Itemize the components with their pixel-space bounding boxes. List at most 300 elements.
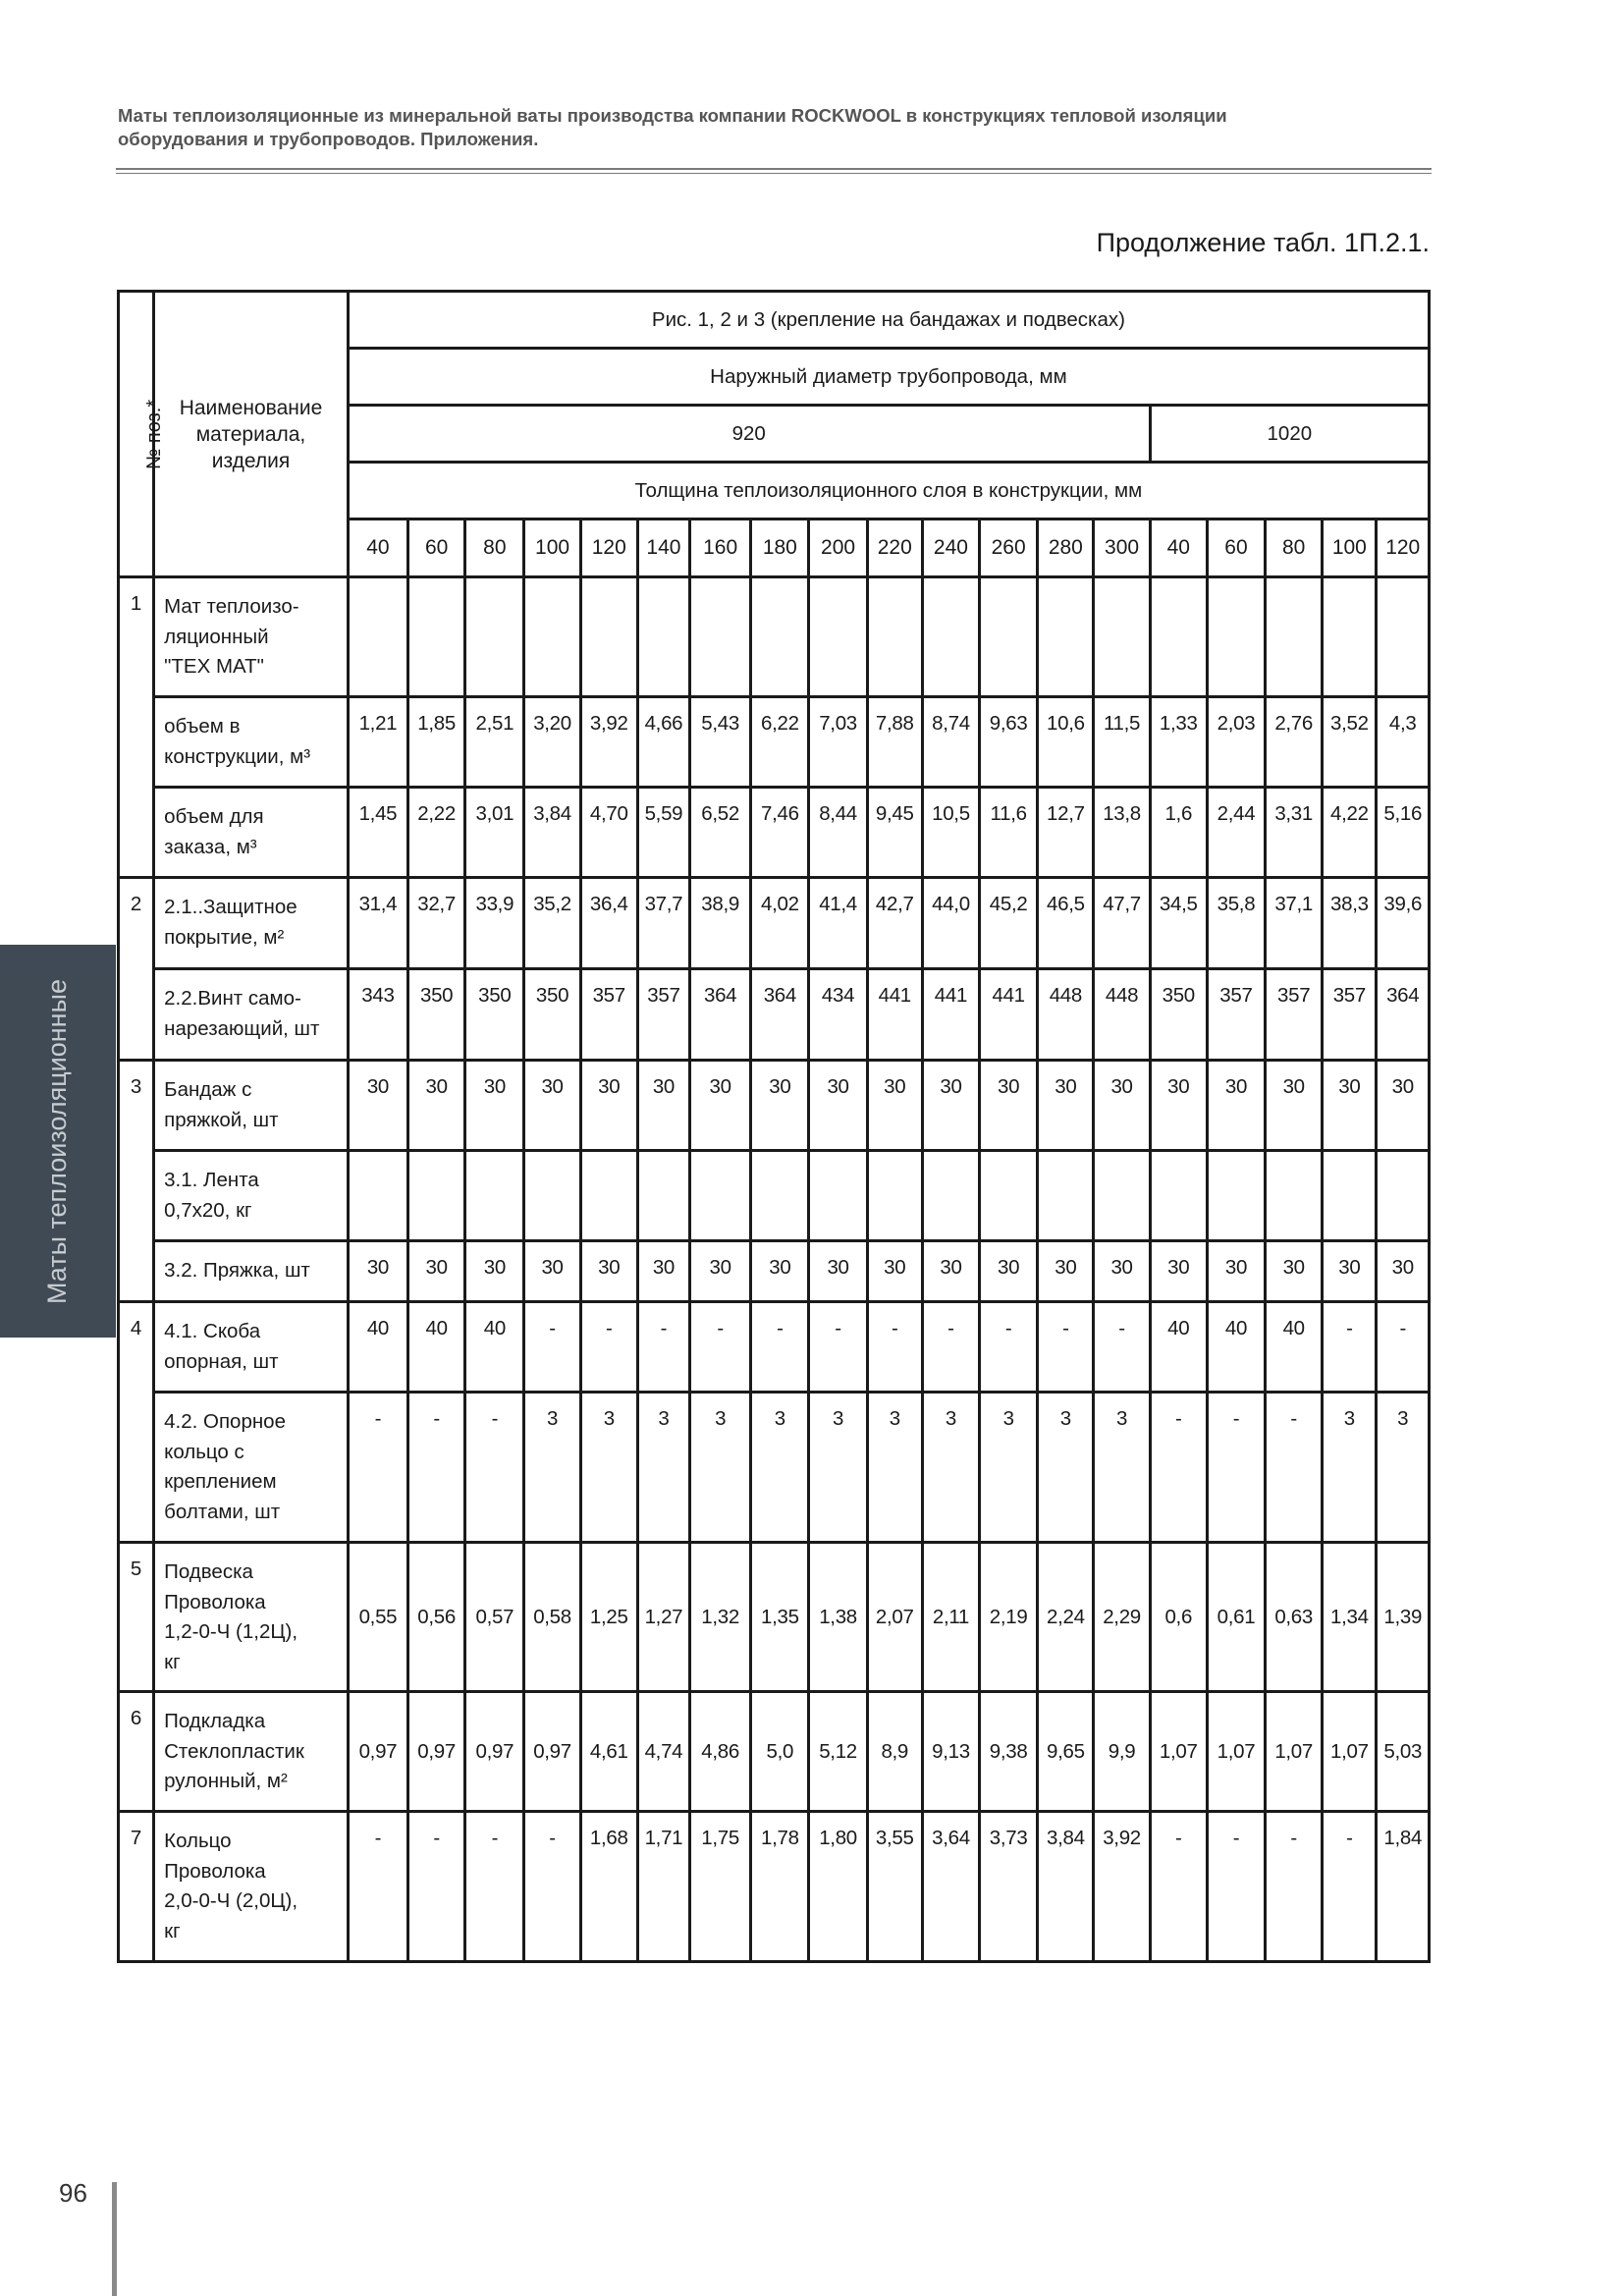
value-cell: 1,80: [809, 1812, 867, 1962]
value-cell: 37,7: [637, 878, 689, 969]
thickness-column-header: 80: [1266, 519, 1323, 577]
value-cell: 3,73: [980, 1812, 1038, 1962]
value-cell: 4,86: [690, 1692, 751, 1812]
value-cell: 3: [1377, 1393, 1430, 1543]
value-cell: 44,0: [922, 878, 979, 969]
value-cell: 3: [1038, 1393, 1094, 1543]
value-cell: [524, 1151, 580, 1241]
value-cell: 364: [690, 969, 751, 1061]
value-cell: 36,4: [580, 878, 637, 969]
value-cell: 1,45: [348, 788, 407, 878]
value-cell: -: [465, 1812, 524, 1962]
value-cell: [690, 1151, 751, 1241]
value-cell: 2,76: [1266, 697, 1323, 788]
value-cell: 4,02: [751, 878, 809, 969]
value-cell: 30: [580, 1061, 637, 1151]
value-cell: 40: [408, 1302, 465, 1393]
value-cell: 441: [980, 969, 1038, 1061]
value-cell: 357: [637, 969, 689, 1061]
value-cell: -: [1377, 1302, 1430, 1393]
table-row: [119, 1151, 1430, 1241]
value-cell: 7,88: [867, 697, 922, 788]
value-cell: 3: [1094, 1393, 1150, 1543]
value-cell: 3,20: [524, 697, 580, 788]
value-cell: -: [1266, 1812, 1323, 1962]
value-cell: 40: [1266, 1302, 1323, 1393]
value-cell: [637, 1151, 689, 1241]
value-cell: 1,07: [1207, 1692, 1265, 1812]
value-cell: 39,6: [1377, 878, 1430, 969]
table-row: [119, 1543, 1430, 1692]
value-cell: [922, 1151, 979, 1241]
value-cell: 3,01: [465, 788, 524, 878]
position-number: 3: [119, 1061, 154, 1302]
value-cell: 364: [1377, 969, 1430, 1061]
value-cell: 37,1: [1266, 878, 1323, 969]
table-row: [119, 577, 1430, 697]
value-cell: 30: [867, 1061, 922, 1151]
specification-table: [117, 290, 1431, 1963]
value-cell: 1,71: [637, 1812, 689, 1962]
thickness-column-header: 100: [1323, 519, 1377, 577]
value-cell: 30: [1266, 1241, 1323, 1302]
value-cell: 30: [348, 1061, 407, 1151]
table-row: [119, 1241, 1430, 1302]
value-cell: -: [751, 1302, 809, 1393]
value-cell: 9,65: [1038, 1692, 1094, 1812]
thickness-column-header: 260: [980, 519, 1038, 577]
value-cell: 1,78: [751, 1812, 809, 1962]
value-cell: [465, 577, 524, 697]
value-cell: 4,61: [580, 1692, 637, 1812]
value-cell: 38,9: [690, 878, 751, 969]
value-cell: [408, 1151, 465, 1241]
value-cell: 0,56: [408, 1543, 465, 1692]
value-cell: 30: [690, 1061, 751, 1151]
value-cell: 441: [922, 969, 979, 1061]
position-number: 2: [119, 878, 154, 1061]
value-cell: 3,84: [1038, 1812, 1094, 1962]
value-cell: [1266, 577, 1323, 697]
value-cell: -: [1323, 1302, 1377, 1393]
value-cell: 1,75: [690, 1812, 751, 1962]
value-cell: 3: [580, 1393, 637, 1543]
value-cell: 3,31: [1266, 788, 1323, 878]
value-cell: 3,52: [1323, 697, 1377, 788]
value-cell: 3: [980, 1393, 1038, 1543]
value-cell: 35,2: [524, 878, 580, 969]
value-cell: [1038, 1151, 1094, 1241]
side-section-tab: [0, 945, 116, 1338]
value-cell: 9,13: [922, 1692, 979, 1812]
value-cell: 30: [465, 1061, 524, 1151]
value-cell: 4,3: [1377, 697, 1430, 788]
value-cell: 11,5: [1094, 697, 1150, 788]
value-cell: 34,5: [1150, 878, 1207, 969]
position-number: 7: [119, 1812, 154, 1962]
value-cell: -: [1150, 1812, 1207, 1962]
value-cell: 350: [1150, 969, 1207, 1061]
value-cell: 3: [1323, 1393, 1377, 1543]
value-cell: 9,45: [867, 788, 922, 878]
value-cell: 357: [580, 969, 637, 1061]
value-cell: 9,63: [980, 697, 1038, 788]
value-cell: 2,51: [465, 697, 524, 788]
value-cell: [1150, 1151, 1207, 1241]
value-cell: [1094, 577, 1150, 697]
material-name: Подкладка Стеклопластик рулонный, м²: [154, 1692, 349, 1812]
value-cell: [809, 577, 867, 697]
value-cell: [1038, 577, 1094, 697]
value-cell: 3,64: [922, 1812, 979, 1962]
value-cell: [751, 1151, 809, 1241]
value-cell: 2,07: [867, 1543, 922, 1692]
value-cell: 30: [690, 1241, 751, 1302]
value-cell: 5,03: [1377, 1692, 1430, 1812]
value-cell: 30: [1377, 1061, 1430, 1151]
value-cell: 1,38: [809, 1543, 867, 1692]
value-cell: -: [637, 1302, 689, 1393]
value-cell: -: [1094, 1302, 1150, 1393]
value-cell: 30: [348, 1241, 407, 1302]
value-cell: 30: [1323, 1061, 1377, 1151]
value-cell: 30: [637, 1241, 689, 1302]
value-cell: 11,6: [980, 788, 1038, 878]
thickness-column-header: 180: [751, 519, 809, 577]
thickness-column-header: 200: [809, 519, 867, 577]
value-cell: [980, 577, 1038, 697]
value-cell: 0,57: [465, 1543, 524, 1692]
figure-header: Рис. 1, 2 и 3 (крепление на бандажах и подвесках): [348, 292, 1429, 349]
value-cell: 5,59: [637, 788, 689, 878]
value-cell: 5,0: [751, 1692, 809, 1812]
value-cell: 1,25: [580, 1543, 637, 1692]
value-cell: 3: [637, 1393, 689, 1543]
value-cell: -: [809, 1302, 867, 1393]
position-number: 5: [119, 1543, 154, 1692]
value-cell: 343: [348, 969, 407, 1061]
value-cell: 41,4: [809, 878, 867, 969]
value-cell: 30: [637, 1061, 689, 1151]
side-section-tab-label: Маты теплоизоляционные: [42, 978, 73, 1304]
table-row: [119, 788, 1430, 878]
value-cell: 33,9: [465, 878, 524, 969]
value-cell: 40: [348, 1302, 407, 1393]
value-cell: 30: [1094, 1241, 1150, 1302]
material-name: 4.1. Скоба опорная, шт: [154, 1302, 349, 1393]
value-cell: 357: [1323, 969, 1377, 1061]
value-cell: [980, 1151, 1038, 1241]
value-cell: 5,43: [690, 697, 751, 788]
value-cell: [1207, 577, 1265, 697]
value-cell: 0,97: [408, 1692, 465, 1812]
value-cell: -: [348, 1393, 407, 1543]
value-cell: 3: [690, 1393, 751, 1543]
value-cell: [1150, 577, 1207, 697]
value-cell: 30: [408, 1241, 465, 1302]
value-cell: 2,44: [1207, 788, 1265, 878]
value-cell: 448: [1038, 969, 1094, 1061]
value-cell: -: [408, 1393, 465, 1543]
diameter-1020-header: 1020: [1150, 406, 1429, 463]
table-caption: Продолжение табл. 1П.2.1.: [1096, 228, 1430, 257]
table-row: [119, 1812, 1430, 1962]
value-cell: 30: [1207, 1241, 1265, 1302]
thickness-column-header: 300: [1094, 519, 1150, 577]
value-cell: 1,39: [1377, 1543, 1430, 1692]
thickness-column-header: 280: [1038, 519, 1094, 577]
value-cell: 5,16: [1377, 788, 1430, 878]
value-cell: 30: [1266, 1061, 1323, 1151]
value-cell: [1207, 1151, 1265, 1241]
value-cell: 1,84: [1377, 1812, 1430, 1962]
value-cell: 0,6: [1150, 1543, 1207, 1692]
value-cell: 4,74: [637, 1692, 689, 1812]
value-cell: 30: [1377, 1241, 1430, 1302]
value-cell: 357: [1207, 969, 1265, 1061]
value-cell: 3,55: [867, 1812, 922, 1962]
value-cell: 30: [1150, 1061, 1207, 1151]
value-cell: 31,4: [348, 878, 407, 969]
value-cell: [637, 577, 689, 697]
value-cell: 30: [751, 1061, 809, 1151]
material-name: 4.2. Опорное кольцо с креплением болтами, шт: [154, 1393, 349, 1543]
value-cell: 30: [1207, 1061, 1265, 1151]
value-cell: 46,5: [1038, 878, 1094, 969]
page-number: 96: [59, 2178, 87, 2208]
material-name: 2.2.Винт само- нарезающий, шт: [154, 969, 349, 1061]
material-name: Мат теплоизо- ляционный "ТЕХ МАТ": [154, 577, 349, 697]
value-cell: -: [1150, 1393, 1207, 1543]
value-cell: -: [1207, 1393, 1265, 1543]
value-cell: 12,7: [1038, 788, 1094, 878]
value-cell: 0,58: [524, 1543, 580, 1692]
table-row: [119, 969, 1430, 1061]
value-cell: 3: [867, 1393, 922, 1543]
value-cell: 30: [1038, 1061, 1094, 1151]
table-row: [119, 697, 1430, 788]
value-cell: 40: [1207, 1302, 1265, 1393]
value-cell: 1,6: [1150, 788, 1207, 878]
value-cell: [348, 1151, 407, 1241]
value-cell: 0,55: [348, 1543, 407, 1692]
value-cell: 1,07: [1150, 1692, 1207, 1812]
value-cell: 38,3: [1323, 878, 1377, 969]
value-cell: 2,24: [1038, 1543, 1094, 1692]
thickness-column-header: 120: [1377, 519, 1430, 577]
value-cell: 30: [1094, 1061, 1150, 1151]
position-header-label: № поз.*: [143, 399, 166, 470]
thickness-column-header: 100: [524, 519, 580, 577]
value-cell: 40: [465, 1302, 524, 1393]
value-cell: 434: [809, 969, 867, 1061]
value-cell: 45,2: [980, 878, 1038, 969]
table-row: [119, 1061, 1430, 1151]
value-cell: [867, 577, 922, 697]
value-cell: 4,22: [1323, 788, 1377, 878]
value-cell: 0,97: [348, 1692, 407, 1812]
column-header-position: [119, 292, 166, 577]
value-cell: 3: [922, 1393, 979, 1543]
value-cell: 30: [1150, 1241, 1207, 1302]
value-cell: 30: [524, 1241, 580, 1302]
diameter-920-header: 920: [348, 406, 1150, 463]
thickness-column-header: 220: [867, 519, 922, 577]
material-name: объем для заказа, м³: [154, 788, 349, 878]
value-cell: 5,12: [809, 1692, 867, 1812]
value-cell: 3,92: [580, 697, 637, 788]
value-cell: [809, 1151, 867, 1241]
thickness-column-header: 240: [922, 519, 979, 577]
value-cell: 4,66: [637, 697, 689, 788]
value-cell: 6,52: [690, 788, 751, 878]
value-cell: 30: [465, 1241, 524, 1302]
running-header-line-1: Маты теплоизоляционные из минеральной ваты производства компании ROCKWOOL в конструкциях тепловой изоляции: [118, 105, 1227, 126]
value-cell: -: [1207, 1812, 1265, 1962]
thickness-column-header: 120: [580, 519, 637, 577]
material-name: 2.1..Защитное покрытие, м²: [154, 878, 349, 969]
value-cell: 10,5: [922, 788, 979, 878]
value-cell: 47,7: [1094, 878, 1150, 969]
value-cell: 350: [524, 969, 580, 1061]
value-cell: 364: [751, 969, 809, 1061]
value-cell: 30: [867, 1241, 922, 1302]
value-cell: 30: [809, 1241, 867, 1302]
value-cell: 0,61: [1207, 1543, 1265, 1692]
value-cell: 0,97: [524, 1692, 580, 1812]
value-cell: 1,07: [1323, 1692, 1377, 1812]
value-cell: 30: [524, 1061, 580, 1151]
value-cell: -: [1266, 1393, 1323, 1543]
value-cell: 3,92: [1094, 1812, 1150, 1962]
value-cell: 3: [809, 1393, 867, 1543]
value-cell: 1,32: [690, 1543, 751, 1692]
value-cell: 9,38: [980, 1692, 1038, 1812]
value-cell: [1094, 1151, 1150, 1241]
value-cell: -: [408, 1812, 465, 1962]
value-cell: 30: [980, 1241, 1038, 1302]
table-row: [119, 1302, 1430, 1393]
value-cell: [465, 1151, 524, 1241]
value-cell: [1266, 1151, 1323, 1241]
value-cell: 441: [867, 969, 922, 1061]
value-cell: 1,34: [1323, 1543, 1377, 1692]
value-cell: [1323, 1151, 1377, 1241]
table-row: [119, 878, 1430, 969]
value-cell: 30: [922, 1061, 979, 1151]
value-cell: 8,44: [809, 788, 867, 878]
value-cell: 6,22: [751, 697, 809, 788]
value-cell: [1323, 577, 1377, 697]
material-name: Кольцо Проволока 2,0-0-Ч (2,0Ц), кг: [154, 1812, 349, 1962]
value-cell: 0,63: [1266, 1543, 1323, 1692]
position-number: 1: [119, 577, 154, 878]
value-cell: -: [867, 1302, 922, 1393]
thickness-column-header: 140: [637, 519, 689, 577]
value-cell: 30: [580, 1241, 637, 1302]
value-cell: [524, 577, 580, 697]
value-cell: -: [980, 1302, 1038, 1393]
value-cell: 1,35: [751, 1543, 809, 1692]
value-cell: -: [690, 1302, 751, 1393]
value-cell: 3: [751, 1393, 809, 1543]
value-cell: 2,03: [1207, 697, 1265, 788]
material-name: объем в конструкции, м³: [154, 697, 349, 788]
value-cell: 1,85: [408, 697, 465, 788]
value-cell: 2,29: [1094, 1543, 1150, 1692]
thickness-column-header: 60: [408, 519, 465, 577]
value-cell: [580, 577, 637, 697]
page-number-bar: [112, 2182, 117, 2296]
header-rule-thin: [116, 173, 1432, 174]
thickness-column-header: 40: [348, 519, 407, 577]
running-header-line-2: оборудования и трубопроводов. Приложения.: [118, 129, 539, 149]
material-name: Подвеска Проволока 1,2-0-Ч (1,2Ц), кг: [154, 1543, 349, 1692]
value-cell: [580, 1151, 637, 1241]
value-cell: 42,7: [867, 878, 922, 969]
value-cell: 30: [980, 1061, 1038, 1151]
value-cell: 7,03: [809, 697, 867, 788]
value-cell: 35,8: [1207, 878, 1265, 969]
value-cell: 32,7: [408, 878, 465, 969]
value-cell: 357: [1266, 969, 1323, 1061]
value-cell: 3,84: [524, 788, 580, 878]
material-name: Бандаж с пряжкой, шт: [154, 1061, 349, 1151]
value-cell: 0,97: [465, 1692, 524, 1812]
thickness-column-header: 160: [690, 519, 751, 577]
value-cell: 8,9: [867, 1692, 922, 1812]
position-number: 4: [119, 1302, 154, 1543]
value-cell: -: [922, 1302, 979, 1393]
value-cell: -: [524, 1302, 580, 1393]
value-cell: 30: [922, 1241, 979, 1302]
value-cell: [690, 577, 751, 697]
thickness-header: Толщина теплоизоляционного слоя в конструкции, мм: [348, 463, 1429, 519]
value-cell: 350: [408, 969, 465, 1061]
value-cell: 1,68: [580, 1812, 637, 1962]
value-cell: 40: [1150, 1302, 1207, 1393]
column-header-name: Наименование материала, изделия: [154, 292, 349, 577]
value-cell: 8,74: [922, 697, 979, 788]
value-cell: 30: [751, 1241, 809, 1302]
value-cell: [1377, 1151, 1430, 1241]
value-cell: 9,9: [1094, 1692, 1150, 1812]
running-header: [118, 104, 1434, 151]
value-cell: 2,22: [408, 788, 465, 878]
material-name: 3.1. Лента 0,7х20, кг: [154, 1151, 349, 1241]
value-cell: -: [465, 1393, 524, 1543]
thickness-column-header: 40: [1150, 519, 1207, 577]
value-cell: 3: [524, 1393, 580, 1543]
value-cell: 4,70: [580, 788, 637, 878]
thickness-column-header: 60: [1207, 519, 1265, 577]
value-cell: 2,11: [922, 1543, 979, 1692]
value-cell: [751, 577, 809, 697]
value-cell: 30: [408, 1061, 465, 1151]
value-cell: -: [580, 1302, 637, 1393]
position-number: 6: [119, 1692, 154, 1812]
value-cell: -: [1323, 1812, 1377, 1962]
value-cell: -: [348, 1812, 407, 1962]
value-cell: [867, 1151, 922, 1241]
value-cell: 30: [1323, 1241, 1377, 1302]
value-cell: 1,27: [637, 1543, 689, 1692]
value-cell: [348, 577, 407, 697]
value-cell: 448: [1094, 969, 1150, 1061]
table-row: [119, 1692, 1430, 1812]
value-cell: 10,6: [1038, 697, 1094, 788]
value-cell: 1,07: [1266, 1692, 1323, 1812]
